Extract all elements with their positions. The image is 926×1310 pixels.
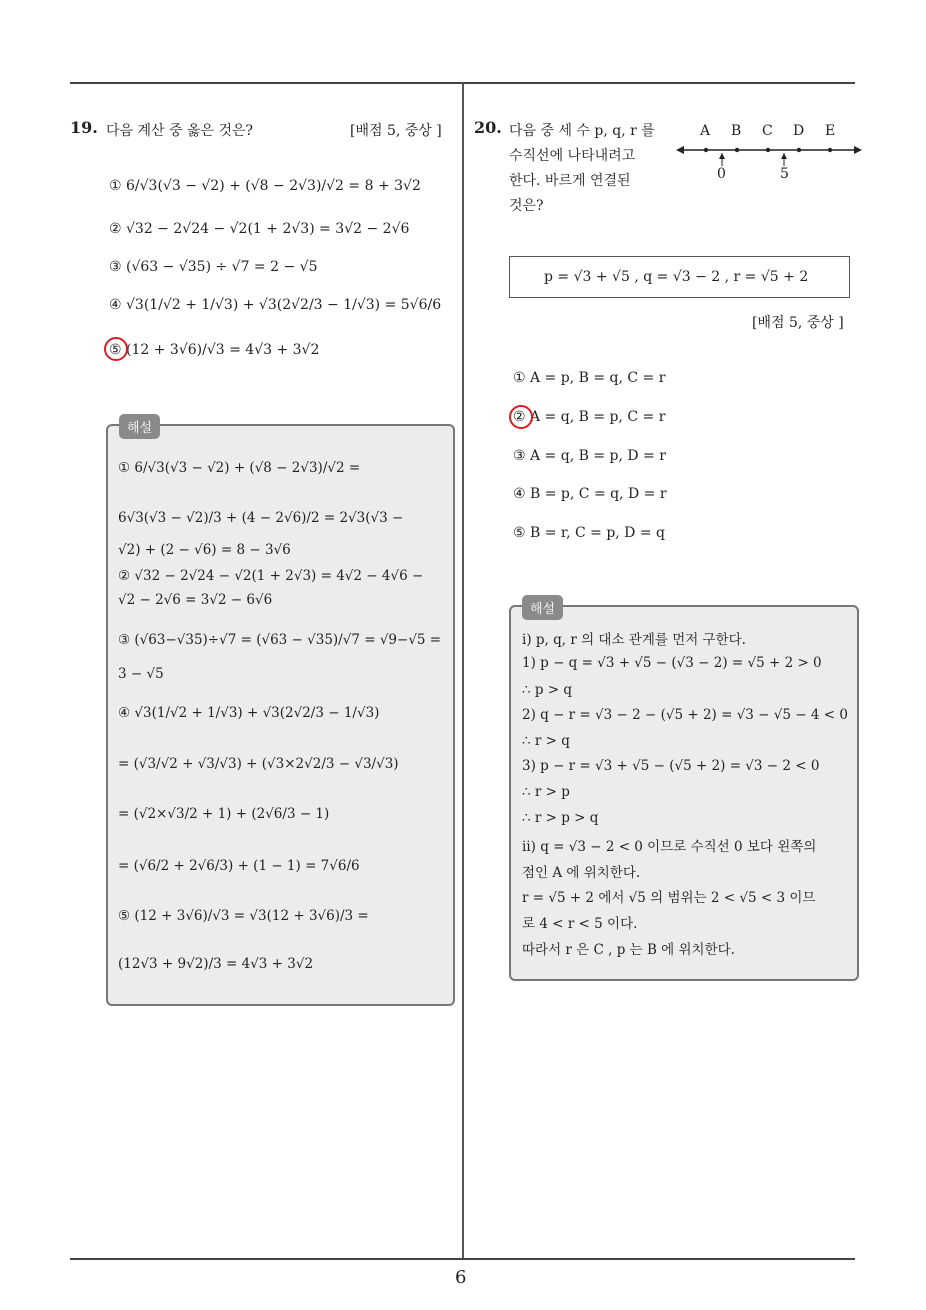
q19-exp-line-7: 3 − √5 — [118, 666, 164, 682]
q20-answer-mark — [509, 405, 533, 429]
numberline-label-a: A — [700, 123, 711, 139]
q19-exp-line-9: = (√3/√2 + √3/√3) + (√3×2√2/3 − √3/√3) — [118, 756, 399, 772]
numberline-label-e: E — [825, 123, 836, 139]
q19-exp-line-5: √2 − 2√6 = 3√2 − 6√6 — [118, 592, 273, 608]
q19-exp-line-12: ⑤ (12 + 3√6)/√3 = √3(12 + 3√6)/3 = — [118, 908, 369, 924]
q20-definition: p = √3 + √5 , q = √3 − 2 , r = √5 + 2 — [544, 269, 809, 285]
q19-exp-line-6: ③ (√63−√35)÷√7 = (√63 − √35)/√7 = √9−√5 = — [118, 632, 442, 648]
q19-option-4[interactable]: ④ √3(1/√2 + 1/√3) + √3(2√2/3 − 1/√3) = 5√6/6 — [109, 297, 442, 313]
q20-question-line-2: 수직선에 나타내려고 — [509, 148, 636, 164]
q19-option-1[interactable]: ① 6/√3(√3 − √2) + (√8 − 2√3)/√2 = 8 + 3√2 — [109, 178, 421, 194]
q19-exp-line-3: √2) + (2 − √6) = 8 − 3√6 — [118, 542, 291, 558]
q19-exp-line-13: (12√3 + 9√2)/3 = 4√3 + 3√2 — [118, 956, 314, 972]
q20-exp-line-10: 점인 A 에 위치한다. — [522, 865, 641, 881]
q19-option-5[interactable]: ⑤ (12 + 3√6)/√3 = 4√3 + 3√2 — [109, 342, 320, 358]
q20-points: [배점 5, 중상 ] — [752, 315, 844, 331]
q19-exp-line-2: 6√3(√3 − √2)/3 + (4 − 2√6)/2 = 2√3(√3 − — [118, 510, 404, 526]
q20-exp-line-8: ∴ r > p > q — [522, 810, 599, 826]
q20-exp-line-1: ⅰ) p, q, r 의 대소 관계를 먼저 구한다. — [522, 632, 746, 648]
q20-exp-line-2: 1) p − q = √3 + √5 − (√3 − 2) = √5 + 2 > 0 — [522, 655, 822, 671]
q20-option-3[interactable]: ③ A = q, B = p, D = r — [513, 448, 666, 464]
q19-explanation-tag: 해설 — [119, 414, 160, 439]
q19-number: 19. — [70, 118, 98, 137]
q19-answer-mark — [104, 337, 128, 361]
numberline-label-d: D — [793, 123, 805, 139]
numberline-tick-5: 5 — [780, 166, 789, 182]
column-divider — [462, 83, 464, 1258]
q20-question-line-1: 다음 중 세 수 p, q, r 를 — [509, 123, 655, 139]
numberline-label-b: B — [731, 123, 742, 139]
bottom-rule — [70, 1258, 855, 1260]
q20-exp-line-11: r = √5 + 2 에서 √5 의 범위는 2 < √5 < 3 이므 — [522, 890, 816, 906]
q20-option-4[interactable]: ④ B = p, C = q, D = r — [513, 486, 667, 502]
numberline-label-c: C — [762, 123, 773, 139]
q20-exp-line-13: 따라서 r 은 C , p 는 B 에 위치한다. — [522, 942, 735, 958]
q19-option-2[interactable]: ② √32 − 2√24 − √2(1 + 2√3) = 3√2 − 2√6 — [109, 221, 410, 237]
q20-question-line-4: 것은? — [509, 198, 544, 214]
q19-option-3[interactable]: ③ (√63 − √35) ÷ √7 = 2 − √5 — [109, 259, 318, 275]
number-line — [676, 140, 862, 182]
q20-exp-line-5: ∴ r > q — [522, 733, 570, 749]
q20-exp-line-4: 2) q − r = √3 − 2 − (√5 + 2) = √3 − √5 − 4 < 0 — [522, 707, 848, 723]
q19-exp-line-8: ④ √3(1/√2 + 1/√3) + √3(2√2/3 − 1/√3) — [118, 705, 380, 721]
q19-exp-line-1: ① 6/√3(√3 − √2) + (√8 − 2√3)/√2 = — [118, 460, 361, 476]
q20-option-1[interactable]: ① A = p, B = q, C = r — [513, 370, 666, 386]
q19-exp-line-4: ② √32 − 2√24 − √2(1 + 2√3) = 4√2 − 4√6 − — [118, 568, 424, 584]
q20-explanation-tag: 해설 — [522, 595, 563, 620]
q20-exp-line-12: 로 4 < r < 5 이다. — [522, 916, 638, 932]
q20-exp-line-9: ⅱ) q = √3 − 2 < 0 이므로 수직선 0 보다 왼쪽의 — [522, 839, 817, 855]
q20-exp-line-3: ∴ p > q — [522, 682, 573, 698]
page-number: 6 — [455, 1267, 467, 1288]
q20-option-5[interactable]: ⑤ B = r, C = p, D = q — [513, 525, 665, 541]
q19-points: [배점 5, 중상 ] — [350, 123, 442, 139]
q20-question-line-3: 한다. 바르게 연결된 — [509, 173, 631, 189]
q19-exp-line-11: = (√6/2 + 2√6/3) + (1 − 1) = 7√6/6 — [118, 858, 360, 874]
q20-exp-line-6: 3) p − r = √3 + √5 − (√5 + 2) = √3 − 2 < 0 — [522, 758, 820, 774]
q20-number: 20. — [474, 118, 502, 137]
numberline-tick-0: 0 — [717, 166, 726, 182]
q19-question: 다음 계산 중 옳은 것은? — [106, 123, 254, 139]
q20-option-2[interactable]: ② A = q, B = p, C = r — [513, 409, 666, 425]
q20-exp-line-7: ∴ r > p — [522, 784, 570, 800]
q19-exp-line-10: = (√2×√3/2 + 1) + (2√6/3 − 1) — [118, 806, 330, 822]
